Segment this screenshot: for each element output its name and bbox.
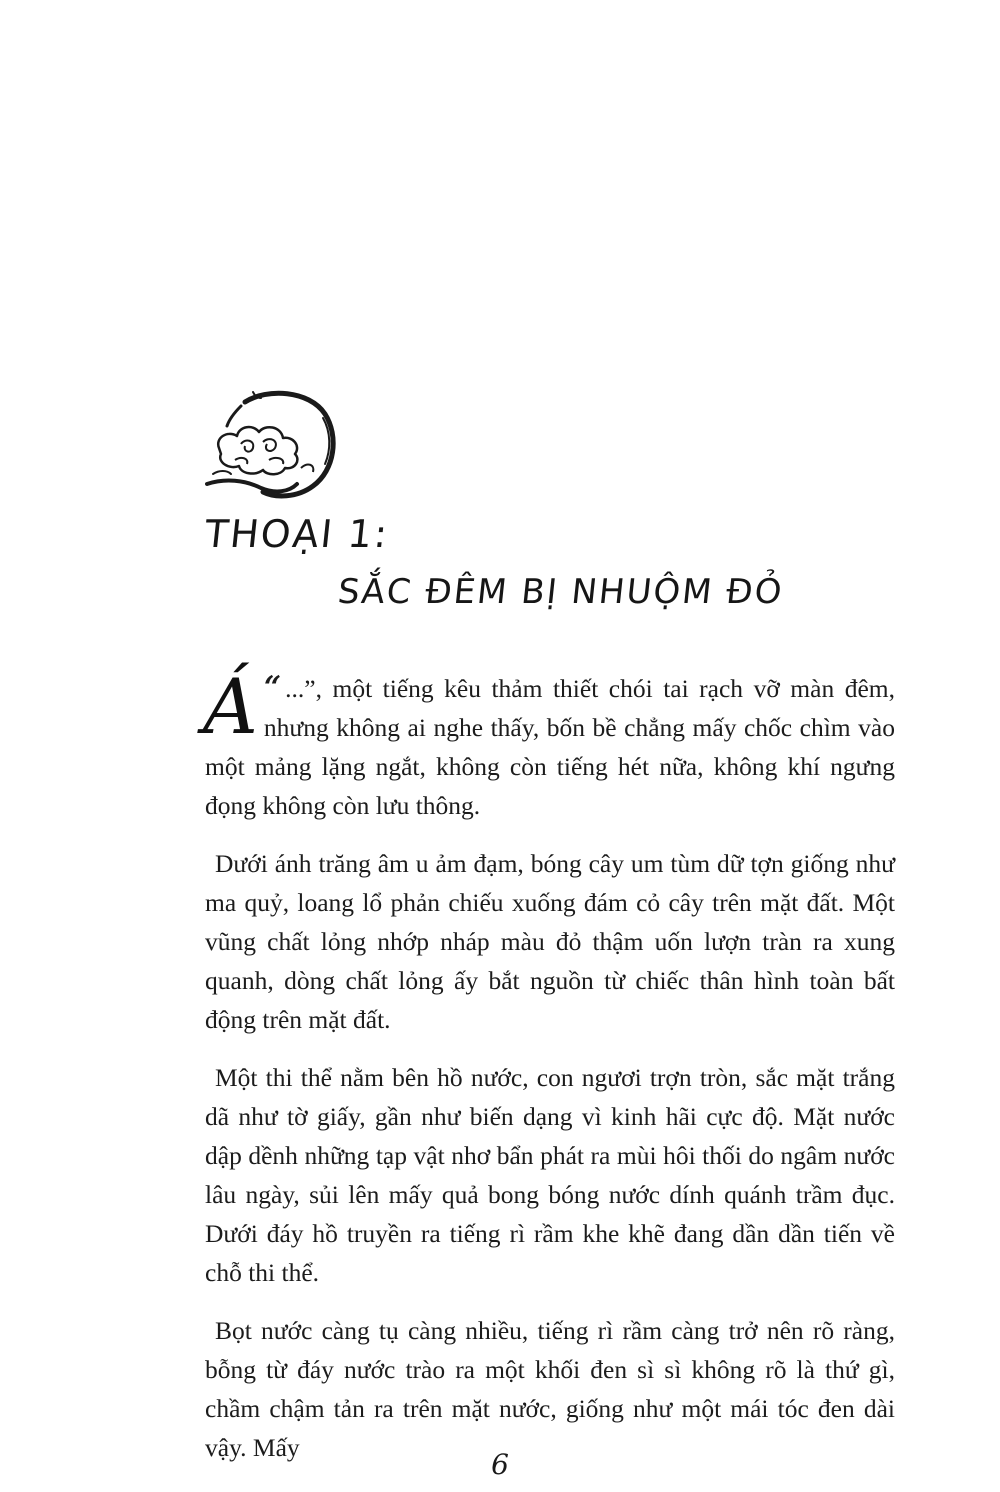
chapter-body — [203, 662, 895, 1486]
drop-cap: Á — [203, 662, 258, 751]
paragraph-1-text: ...”, một tiếng kêu thảm thiết chói tai rạch vỡ màn đêm, nhưng không ai nghe thấy, bốn bề chẳng mấy chốc chìm vào một mảng lặng ngắt, không còn tiếng hét nữa, không khí ngưng đọng không còn lưu thông. — [205, 674, 895, 820]
paragraph-2: Dưới ánh trăng âm u ảm đạm, bóng cây um tùm dữ tợn giống như ma quỷ, loang lổ phản chiếu xuống đám cỏ cây trên mặt đất. Một vũng chất lỏng nhớp nháp màu đỏ thậm uốn lượn tràn ra xung quanh, dòng chất lỏng ấy bắt nguồn từ chiếc thân hình toàn bất động trên mặt đất. — [205, 849, 895, 1034]
cloud-moon-emblem-icon — [205, 388, 341, 500]
page-number: 6 — [491, 1448, 509, 1481]
chapter-label: THOẠI 1: — [202, 512, 392, 556]
opening-quote: “ — [263, 670, 282, 705]
chapter-title: SẮC ĐÊM BỊ NHUỘM ĐỎ — [335, 572, 786, 612]
paragraph-3: Một thi thể nằm bên hồ nước, con ngươi trợn tròn, sắc mặt trắng dã như tờ giấy, gần như biến dạng vì kinh hãi cực độ. Mặt nước dập dềnh những tạp vật nhơ bẩn phát ra mùi hôi thối do ngâm nước lâu ngày, sủi lên mấy quả bong bóng nước dính quánh trầm đục. Dưới đáy hồ truyền ra tiếng rì rầm khe khẽ đang dần dần tiến về chỗ thi thể. — [205, 1063, 895, 1287]
paragraph-4: Bọt nước càng tụ càng nhiều, tiếng rì rầm càng trở nên rõ ràng, bỗng từ đáy nước trào ra một khối đen sì sì không rõ là thứ gì, chầm chậm tản ra trên mặt nước, giống như một mái tóc đen dài vậy. Mấy — [205, 1316, 895, 1462]
paragraph-1 — [203, 662, 895, 825]
